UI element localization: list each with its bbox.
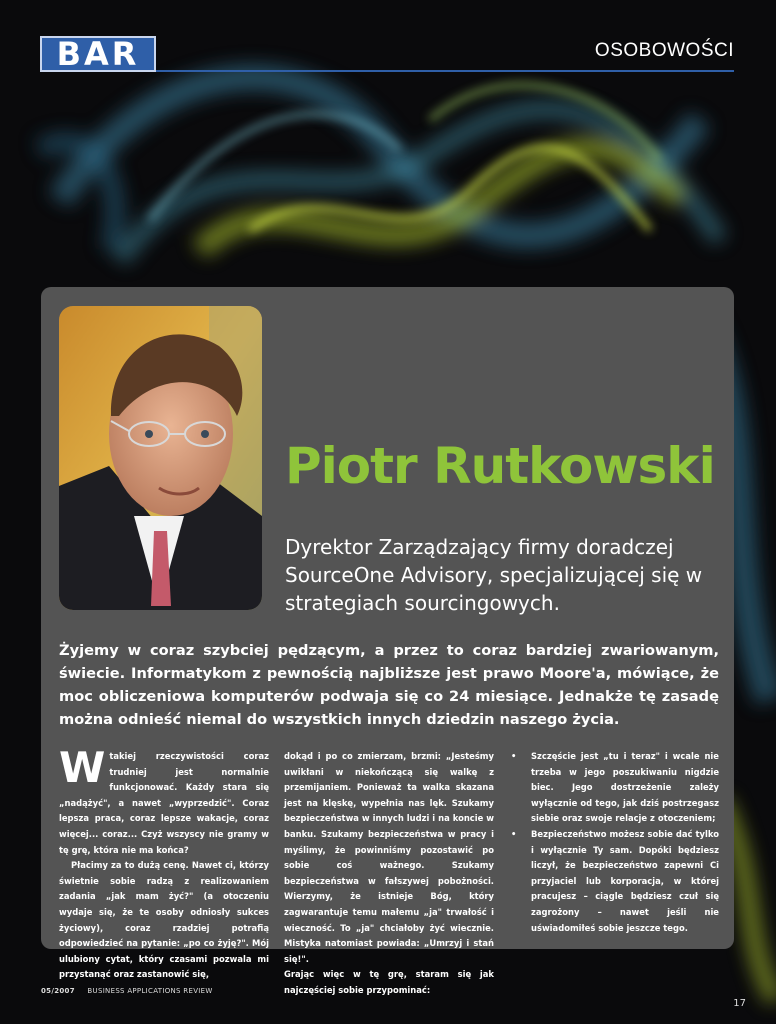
body-column-1 (59, 743, 269, 983)
page-footer (41, 987, 213, 995)
body-text: takiej rzeczywistości coraz trudniej jest normalnie funkcjonować. Każdy stara się „nadążyć", a nawet „wyprzedzić". Coraz lepsza praca, coraz lepsze wakacje, coraz więcej... coraz... Czyż wszyscy nie gramy w tę grę, która nie ma końca? (59, 751, 269, 855)
section-title: OSOBOWOŚCI (594, 40, 734, 61)
body-column-3 (509, 749, 719, 936)
magazine-logo: BAR (40, 36, 156, 72)
body-paragraph: Grając więc w tę grę, staram się jak najczęściej sobie przypominać: (284, 969, 494, 995)
body-column-2 (284, 749, 494, 999)
issue-number: 05/2007 (41, 987, 75, 995)
lead-paragraph: Żyjemy w coraz szybciej pędzącym, a przez to coraz bardziej zwariowanym, świecie. Informatykom z pewnością najbliższe jest prawo Moore'a, mówiące, że moc obliczeniowa komputerów podwaja się co 24 miesiące. Jednakże tę zasadę można odnieść niemal do wszystkich innych dziedzin naszego życia. (59, 642, 719, 728)
body-paragraph (59, 743, 269, 858)
list-item (509, 749, 719, 827)
person-name: Piotr Rutkowski (285, 437, 715, 495)
magazine-name: BUSINESS APPLICATIONS REVIEW (87, 987, 213, 995)
person-role: Dyrektor Zarządzający firmy doradczej SourceOne Advisory, specjalizującej się w strategiach sourcingowych. (285, 535, 703, 615)
bullet-icon: • (511, 751, 517, 761)
bullet-list (509, 749, 719, 936)
portrait-illustration (59, 306, 262, 610)
list-item-text: Bezpieczeństwo możesz sobie dać tylko i wyłącznie Ty sam. Dopóki będziesz liczył, że bezpieczeństwo zapewni Ci przyjaciel lub korporacja, w której pracujesz – ciągle będziesz czuł się zagrożony – nawet jeśli nie uświadomiłeś sobie jeszcze tego. (531, 828, 719, 933)
page-number: 17 (733, 998, 746, 1009)
portrait-photo (59, 306, 262, 610)
header-divider (156, 70, 734, 72)
drop-cap: W (59, 743, 106, 792)
bullet-icon: • (511, 828, 517, 839)
list-item-text: Szczęście jest „tu i teraz" i wcale nie trzeba w jego poszukiwaniu nigdzie biec. Jego dostrzeżenie zależy wyłącznie od tego, jak dziś postrzegasz siebie oraz swoje relacje z otoczeniem; (531, 751, 719, 824)
list-item (509, 827, 719, 936)
page-header (40, 36, 734, 76)
body-paragraph: dokąd i po co zmierzam, brzmi: „Jesteśmy uwikłani w niekończącą się walkę z przemijaniem. Ponieważ ta walka skazana jest na klęskę, wypełnia nas lęk. Szukamy bezpieczeństwa w innych ludzi i na koncie w banku. Szukamy bezpieczeństwa w pracy i myślimy, że powinniśmy pozostawić po sobie coś ważnego. Szukamy bezpieczeństwa w fałszywej pobożności. Wierzymy, że istnieje Bóg, który zagwarantuje temu małemu „ja" trwałość i wieczność. To „ja" chciałoby żyć wiecznie. Mistyka natomiast powiada: „Umrzyj i stań się!". (284, 751, 494, 964)
body-paragraph: Płacimy za to dużą cenę. Nawet ci, którzy świetnie sobie radzą z realizowaniem zadania „jak mam żyć?" (a otoczeniu wydaje się, że te osoby odniosły sukces życiowy), coraz rzadziej potrafią odpowiedzieć na pytanie: „po co żyję?". Mój ulubiony cytat, który czasami pozwala mi przystanąć oraz zastanowić się, (59, 860, 269, 980)
